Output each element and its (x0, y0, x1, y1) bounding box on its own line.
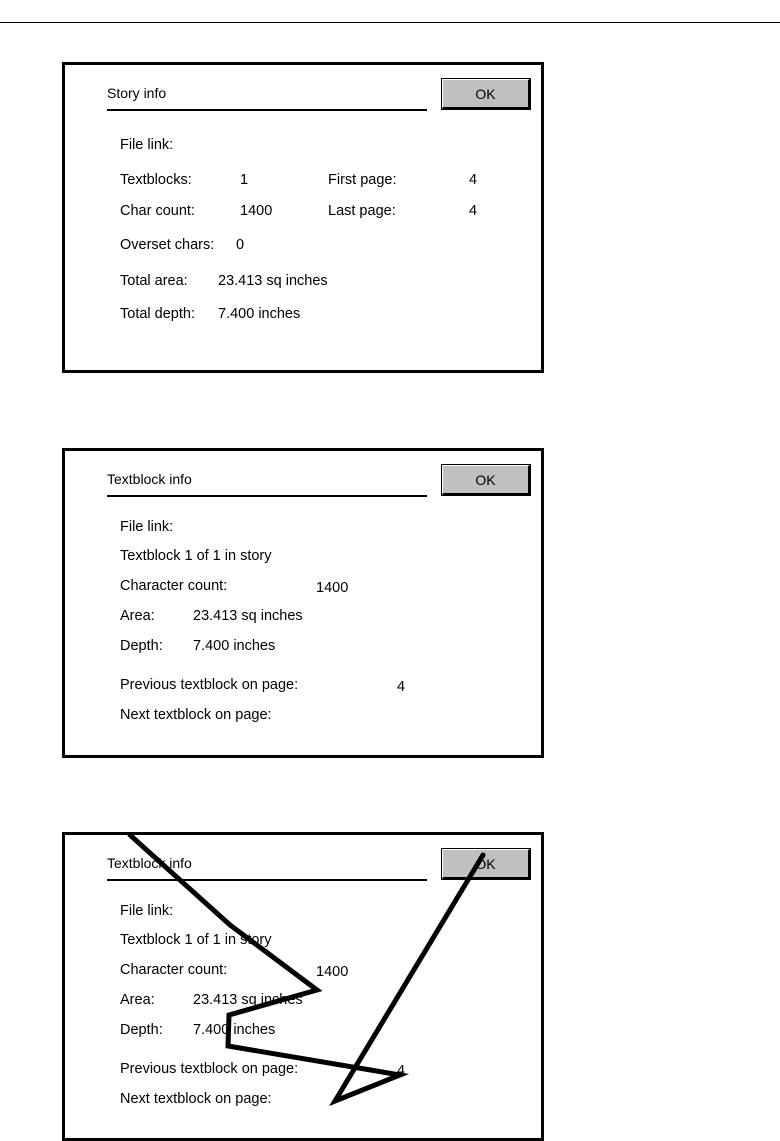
depth-value: 7.400 inches (193, 1022, 276, 1038)
char-count-value: 1400 (240, 203, 273, 219)
textblocks-value: 1 (240, 172, 249, 188)
character-count-value: 1400 (316, 580, 349, 596)
previous-textblock-label: Previous textblock on page: (120, 677, 299, 693)
last-page-label: Last page: (328, 203, 396, 219)
first-page-label: First page: (328, 172, 397, 188)
depth-value: 7.400 inches (193, 638, 276, 654)
area-label: Area: (120, 608, 155, 624)
textblock-info-annotated-dialog (62, 832, 544, 1141)
file-link-label: File link: (120, 903, 174, 919)
total-area-value: 23.413 sq inches (218, 273, 328, 289)
textblock-info-dialog (62, 448, 544, 758)
depth-label: Depth: (120, 1022, 163, 1038)
file-link-label: File link: (120, 137, 174, 153)
char-count-label: Char count: (120, 203, 195, 219)
textblocks-label: Textblocks: (120, 172, 192, 188)
last-page-value: 4 (469, 203, 478, 219)
area-label: Area: (120, 992, 155, 1008)
ok-button[interactable]: OK (442, 849, 530, 879)
total-area-label: Total area: (120, 273, 188, 289)
first-page-value: 4 (469, 172, 478, 188)
previous-textblock-label: Previous textblock on page: (120, 1061, 299, 1077)
previous-textblock-value: 4 (397, 1063, 406, 1079)
previous-textblock-value: 4 (397, 679, 406, 695)
dialog-title: Story info (107, 85, 427, 111)
character-count-value: 1400 (316, 964, 349, 980)
story-info-dialog (62, 62, 544, 373)
ok-button[interactable]: OK (442, 465, 530, 495)
area-value: 23.413 sq inches (193, 608, 303, 624)
dialog-title: Textblock info (107, 855, 427, 881)
total-depth-value: 7.400 inches (218, 306, 301, 322)
overset-chars-label: Overset chars: (120, 237, 215, 253)
next-textblock-label: Next textblock on page: (120, 707, 272, 723)
depth-label: Depth: (120, 638, 163, 654)
page-top-rule (0, 22, 780, 23)
next-textblock-label: Next textblock on page: (120, 1091, 272, 1107)
ok-button[interactable]: OK (442, 79, 530, 109)
total-depth-label: Total depth: (120, 306, 195, 322)
character-count-label: Character count: (120, 962, 228, 978)
character-count-label: Character count: (120, 578, 228, 594)
overset-chars-value: 0 (236, 237, 245, 253)
textblock-position-text: Textblock 1 of 1 in story (120, 548, 272, 564)
file-link-label: File link: (120, 519, 174, 535)
dialog-title: Textblock info (107, 471, 427, 497)
textblock-position-text: Textblock 1 of 1 in story (120, 932, 272, 948)
area-value: 23.413 sq inches (193, 992, 303, 1008)
